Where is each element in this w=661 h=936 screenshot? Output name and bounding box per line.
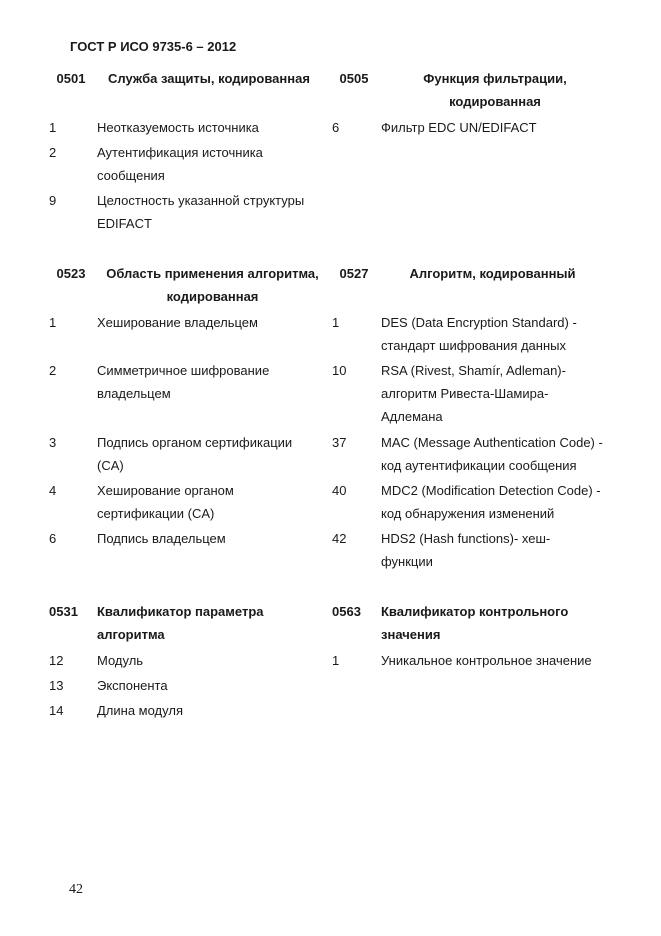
s0501-item-3-text: Целостность указанной структуры EDIFACT [97, 193, 305, 231]
s0563-item-1-text: Уникальное контрольное значение [381, 653, 592, 668]
s0523-item-3-text: Подпись органом сертификации (CA) [97, 435, 293, 473]
s0527-item-4-text: MDC2 (Modification Detection Code) - код обнаружения изменений [381, 483, 601, 521]
s0527-item-3-num: 37 [332, 435, 347, 450]
section-0501-code: 0501 [56, 71, 86, 86]
section-0531-code: 0531 [49, 604, 78, 619]
s0527-item-4-num: 40 [332, 483, 347, 498]
s0531-item-2-num: 13 [49, 678, 64, 693]
s0527-item-5-text: HDS2 (Hash functions)- хеш-функции [381, 531, 551, 569]
s0523-item-3-num: 3 [49, 435, 57, 450]
s0501-item-2-num: 2 [49, 145, 57, 160]
section-0505-title: Функция фильтрации, кодированная [423, 71, 567, 109]
section-0527-code: 0527 [339, 266, 369, 281]
s0501-item-3-num: 9 [49, 193, 57, 208]
s0523-item-2-num: 2 [49, 363, 57, 378]
s0523-item-4-text: Хеширование органом сертификации (CA) [97, 483, 234, 521]
s0505-item-1-text: Фильтр EDC UN/EDIFACT [381, 120, 537, 135]
s0563-item-1-num: 1 [332, 653, 340, 668]
s0531-item-1-text: Модуль [97, 653, 144, 668]
s0501-item-2-text: Аутентификация источника сообщения [97, 145, 263, 183]
s0523-item-2-text: Симметричное шифрование владельцем [97, 363, 270, 401]
section-0527-title: Алгоритм, кодированный [409, 266, 576, 281]
s0527-item-2-text: RSA (Rivest, Shamír, Adleman)- алгоритм Ривеста-Шамира-Адлемана [381, 363, 566, 424]
s0531-item-3-text: Длина модуля [97, 703, 183, 718]
s0523-item-5-num: 6 [49, 531, 57, 546]
s0523-item-4-num: 4 [49, 483, 57, 498]
page-number: 42 [69, 882, 83, 897]
section-0523-title: Область применения алгоритма, кодированная [106, 266, 319, 304]
s0523-item-1-num: 1 [49, 315, 57, 330]
section-0563-title: Квалификатор контрольного значения [381, 604, 569, 642]
section-0523-code: 0523 [56, 266, 86, 281]
s0531-item-2-text: Экспонента [97, 678, 168, 693]
s0527-item-2-num: 10 [332, 363, 347, 378]
section-0531-title: Квалификатор параметра алгоритма [97, 604, 264, 642]
s0531-item-1-num: 12 [49, 653, 64, 668]
s0531-item-3-num: 14 [49, 703, 64, 718]
s0505-item-1-num: 6 [332, 120, 340, 135]
s0501-item-1-text: Неотказуемость источника [97, 120, 259, 135]
document-title: ГОСТ Р ИСО 9735-6 – 2012 [70, 39, 237, 54]
section-0563-code: 0563 [332, 604, 361, 619]
s0523-item-1-text: Хеширование владельцем [97, 315, 258, 330]
s0527-item-5-num: 42 [332, 531, 347, 546]
s0527-item-3-text: MAC (Message Authentication Code) - код аутентификации сообщения [381, 435, 603, 473]
section-0505-code: 0505 [339, 71, 369, 86]
s0527-item-1-num: 1 [332, 315, 340, 330]
section-0501-title [108, 67, 323, 90]
s0523-item-5-text: Подпись владельцем [97, 531, 226, 546]
s0501-item-1-num: 1 [49, 120, 57, 135]
s0527-item-1-text: DES (Data Encryption Standard) - стандарт шифрования данных [381, 315, 577, 353]
section-0501-title-text: Служба защиты, кодированная [108, 71, 310, 86]
